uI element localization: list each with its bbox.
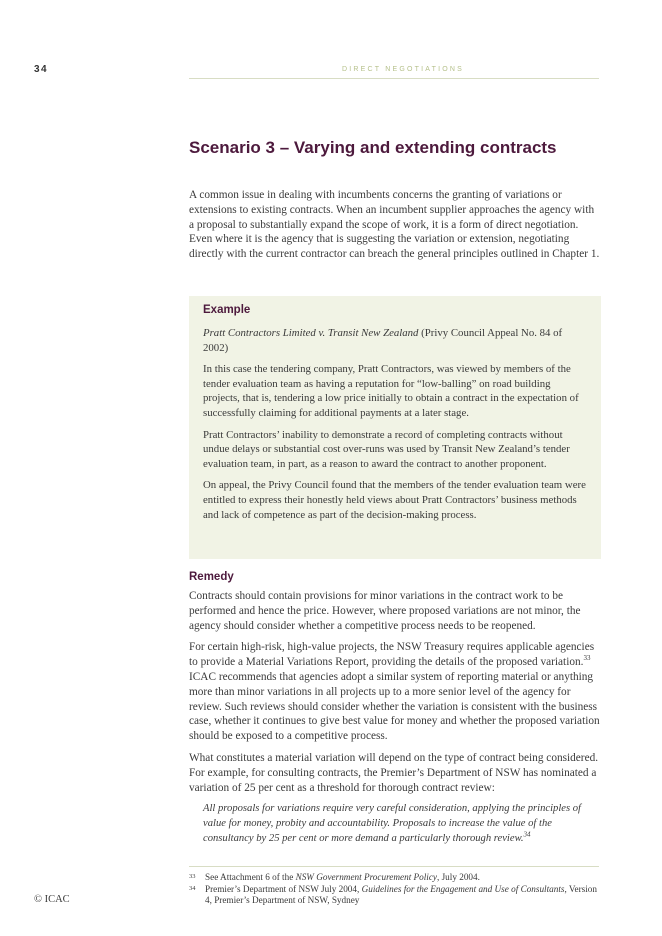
remedy-text: ICAC recommends that agencies adopt a similar system of reporting material or anything more than minor variations in all projects up to a more senior level of the agency for review. Such reviews should consider whether the variation is consistent with the business case, whether it continues to give best value for money and whether the proposed variation should be exposed to a competitive process.	[189, 670, 600, 743]
header-rule	[189, 78, 599, 79]
remedy-paragraph: What constitutes a material variation will depend on the type of contract being considered. For example, for consulting contracts, the Premier’s Department of NSW has nominated a variation of 25 per cent as a threshold for thorough contract review:	[189, 751, 599, 794]
footnote-ref: 34	[523, 830, 531, 839]
remedy-heading: Remedy	[189, 571, 234, 583]
remedy-text: For certain high-risk, high-value projects, the NSW Treasury requires applicable agencies to provide a Material Variations Report, providing the details of the proposed variation.	[189, 641, 595, 669]
example-case-appeal: (Privy Council Appeal No. 84 of 2002)	[203, 327, 563, 354]
footnote-number: 33	[189, 873, 196, 880]
footnote-title: NSW Government Procurement Policy	[295, 872, 438, 882]
example-paragraph: On appeal, the Privy Council found that the members of the tender evaluation team were entitled to express their honestly held views about Pratt Contractors’ business methods and lack of competence as part of the decision-making process.	[203, 479, 586, 521]
footnote	[189, 872, 601, 884]
footnote-number: 34	[189, 884, 196, 892]
example-heading: Example	[203, 304, 251, 316]
remedy-section	[189, 571, 601, 846]
example-box	[189, 296, 601, 559]
footnote-text-part: , July 2004.	[437, 872, 480, 882]
scenario-title: Scenario 3 – Varying and extending contracts	[189, 138, 557, 157]
footnote-text	[205, 884, 601, 907]
example-paragraph: Pratt Contractors’ inability to demonstrate a record of completing contracts without undue delays or substantial cost over-runs was used by Transit New Zealand’s tender evaluation team, in part, as a reason to award the contract to another proponent.	[203, 428, 570, 470]
intro-paragraph: A common issue in dealing with incumbents concerns the granting of variations or extensions to existing contracts. When an incumbent supplier approaches the agency with a proposal to substantially expand the scope of work, it is a form of direct negotiation. Even where it is the agency that is suggesting the variation or extension, negotiating directly with the current contractor can breach the general principles outlined in Chapter 1.	[189, 189, 600, 261]
remedy-paragraph	[189, 640, 601, 744]
example-paragraph: In this case the tendering company, Pratt Contractors, was viewed by members of the tender evaluation team as having a reputation for “low-balling” on road building projects, that is, tendering a low price initially to obtain a contract in the expectation of successfully claiming for additional payments at a later stage.	[203, 363, 579, 419]
footnote-ref: 33	[583, 654, 591, 663]
block-quote	[203, 802, 601, 846]
example-case-name: Pratt Contractors Limited v. Transit New Zealand	[203, 327, 419, 339]
page-number: 34	[34, 64, 49, 75]
footnote-text-part: Premier’s Department of NSW July 2004,	[205, 883, 362, 894]
footnote-text-part: See Attachment 6 of the	[205, 872, 296, 882]
footnotes	[189, 872, 601, 907]
footnote	[189, 884, 601, 907]
copyright: © ICAC	[34, 894, 70, 905]
example-case-citation	[203, 326, 587, 355]
quote-text: All proposals for variations require very careful consideration, applying the principles of value for money, probity and accountability. Proposals to increase the value of the consultancy by 25 per cent or more demand a particularly thorough review.	[203, 803, 581, 844]
footnote-title: Guidelines for the Engagement and Use of Consultants	[361, 883, 565, 894]
running-title: DIRECT NEGOTIATIONS	[342, 66, 465, 73]
remedy-paragraph: Contracts should contain provisions for minor variations in the contract work to be performed and hence the price. However, where proposed variations are not minor, the agency should consider whether a competitive process needs to be reopened.	[189, 590, 581, 632]
footnote-text-part: , Version 4, Premier’s Department of NSW, Sydney	[205, 883, 597, 906]
footnote-rule	[189, 866, 599, 867]
footnote-text	[205, 872, 601, 884]
